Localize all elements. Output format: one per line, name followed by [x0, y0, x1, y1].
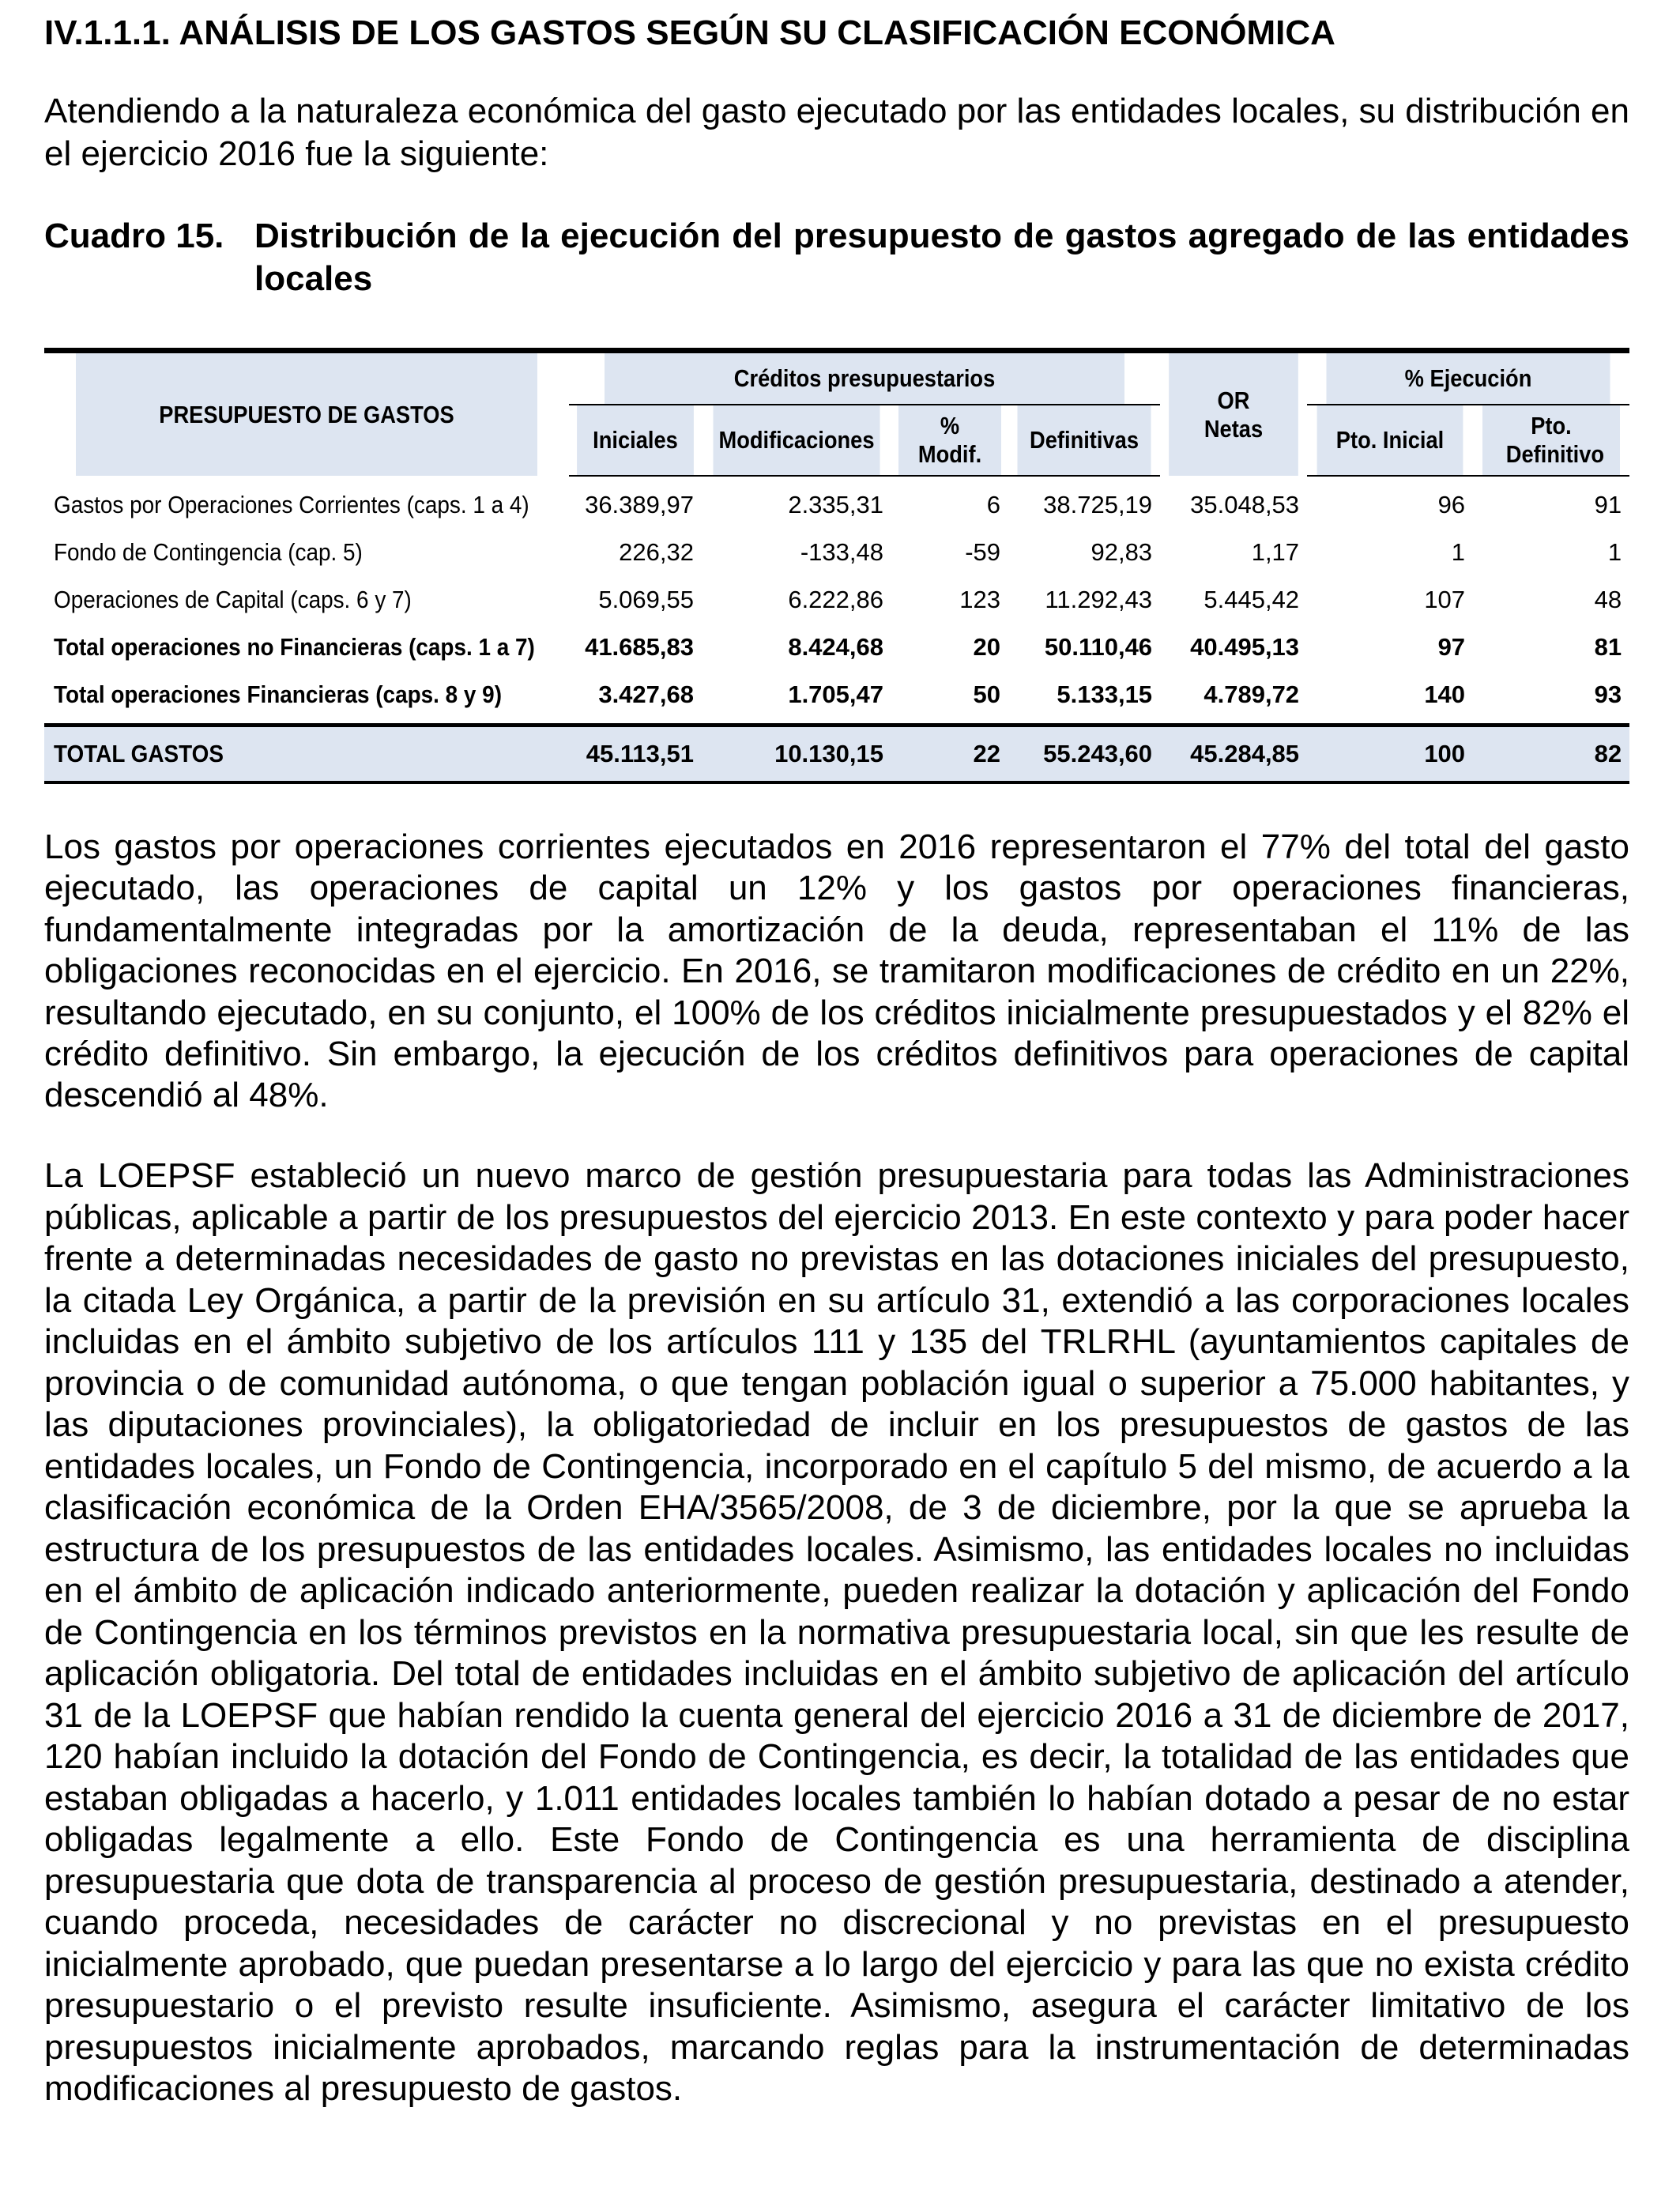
- cell-pct-modif: 123: [959, 586, 1000, 613]
- cell-or-netas: 35.048,53: [1190, 490, 1300, 518]
- cell-pto-definitivo: 91: [1594, 491, 1622, 518]
- budget-table: [44, 348, 1629, 784]
- cell-definitivas: 5.133,15: [1057, 680, 1153, 708]
- cell-pct-modif: 20: [973, 633, 1000, 661]
- cell-iniciales: 5.069,55: [598, 586, 694, 613]
- cell-pto-definitivo: 93: [1594, 680, 1622, 708]
- total-modificaciones: 10.130,15: [702, 726, 891, 783]
- cell-definitivas: 50.110,46: [1044, 633, 1153, 661]
- cell-or-netas: 40.495,13: [1190, 633, 1300, 661]
- cell-definitivas: 92,83: [1090, 538, 1153, 566]
- cell-or-netas: 5.445,42: [1203, 586, 1300, 613]
- row-label: Total operaciones Financieras (caps. 8 y 9): [54, 680, 502, 708]
- total-pto-definitivo: 82: [1473, 726, 1629, 783]
- header-pto-definitivo: Pto. Definitivo: [1482, 405, 1620, 476]
- cell-iniciales: 36.389,97: [585, 491, 694, 518]
- table-row: [44, 476, 1629, 529]
- cell-or-netas: 1,17: [1251, 538, 1300, 566]
- table-row: [44, 529, 1629, 576]
- caption-text: Distribución de la ejecución del presupuesto de gastos agregado de las entidades locales: [254, 217, 1629, 298]
- cell-modificaciones: 2.335,31: [788, 491, 883, 518]
- cell-modificaciones: 8.424,68: [788, 633, 883, 661]
- cell-or-netas: 4.789,72: [1203, 680, 1300, 708]
- header-pct-modif: % Modif.: [898, 405, 1001, 476]
- total-or-netas: 45.284,85: [1160, 726, 1307, 783]
- cell-pct-modif: -59: [965, 538, 1000, 566]
- cell-pto-inicial: 97: [1437, 633, 1466, 661]
- cell-pto-inicial: 1: [1451, 538, 1466, 566]
- caption-label: Cuadro 15.: [44, 217, 224, 255]
- cell-modificaciones: 1.705,47: [788, 680, 883, 708]
- cell-modificaciones: -133,48: [800, 538, 883, 566]
- cell-pto-definitivo: 48: [1594, 586, 1622, 613]
- total-label: TOTAL GASTOS: [54, 740, 224, 767]
- row-label: Operaciones de Capital (caps. 6 y 7): [54, 586, 412, 613]
- cell-pto-inicial: 107: [1424, 586, 1466, 613]
- intro-paragraph: Atendiendo a la naturaleza económica del gasto ejecutado por las entidades locales, su distribución en el ejercicio 2016 fue la siguiente:: [44, 92, 1629, 173]
- cell-modificaciones: 6.222,86: [788, 586, 883, 613]
- header-presupuesto: PRESUPUESTO DE GASTOS: [76, 351, 537, 477]
- row-label: Gastos por Operaciones Corrientes (caps. 1 a 4): [54, 490, 529, 518]
- cell-pto-inicial: 140: [1424, 680, 1466, 708]
- body-paragraph-1: Los gastos por operaciones corrientes ejecutados en 2016 representaron el 77% del total del gasto ejecutado, las operaciones de capital un 12% y los gastos por operaciones financieras, fundamentalmente integradas por la amortización de la deuda, representaban el 11% de las obligaciones reconocidas en el ejercicio. En 2016, se tramitaron modificaciones de crédito en un 22%, resultando ejecutado, en su conjunto, el 100% de los créditos inicialmente presupuestados y el 82% el crédito definitivo. Sin embargo, la ejecución de los créditos definitivos para operaciones de capital descendió al 48%.: [44, 827, 1629, 1115]
- total-iniciales: 45.113,51: [569, 726, 702, 783]
- header-definitivas: Definitivas: [1018, 405, 1151, 476]
- header-iniciales: Iniciales: [577, 405, 694, 476]
- row-label: Fondo de Contingencia (cap. 5): [54, 538, 363, 566]
- header-creditos-group: Créditos presupuestarios: [605, 351, 1124, 405]
- table-row: [44, 671, 1629, 726]
- cell-iniciales: 3.427,68: [598, 680, 694, 708]
- header-modificaciones: Modificaciones: [713, 405, 880, 476]
- cell-iniciales: 226,32: [619, 538, 694, 566]
- total-row: [44, 726, 1629, 783]
- table-row: [44, 576, 1629, 624]
- cell-pct-modif: 50: [973, 680, 1000, 708]
- total-definitivas: 55.243,60: [1008, 726, 1160, 783]
- cell-definitivas: 38.725,19: [1043, 491, 1153, 518]
- total-pto-inicial: 100: [1307, 726, 1473, 783]
- cell-pto-definitivo: 1: [1607, 538, 1622, 566]
- header-ejecucion-group: % Ejecución: [1327, 351, 1610, 405]
- cell-definitivas: 11.292,43: [1045, 586, 1153, 613]
- cell-iniciales: 41.685,83: [585, 633, 694, 661]
- cell-pto-inicial: 96: [1437, 491, 1466, 518]
- cell-pct-modif: 6: [986, 491, 1000, 518]
- header-pto-inicial: Pto. Inicial: [1317, 405, 1463, 476]
- body-paragraph-2: La LOEPSF estableció un nuevo marco de gestión presupuestaria para todas las Administraciones públicas, aplicable a partir de los presupuestos del ejercicio 2013. En este contexto y para poder hacer frente a determinadas necesidades de gasto no previstas en las dotaciones iniciales del presupuesto, la citada Ley Orgánica, a partir de la previsión en su artículo 31, extendió a las corporaciones locales incluidas en el ámbito subjetivo de los artículos 111 y 135 del TRLRHL (ayuntamientos capitales de provincia o de comunidad autónoma, o que tengan población igual o superior a 75.000 habitantes, y las diputaciones provinciales), la obligatoriedad de incluir en los presupuestos de gastos de las entidades locales, un Fondo de Contingencia, incorporado en el capítulo 5 del mismo, de acuerdo a la clasificación económica de la Orden EHA/3565/2008, de 3 de diciembre, por la que se aprueba la estructura de los presupuestos de las entidades locales. Asimismo, las entidades locales no incluidas en el ámbito de aplicación indicado anteriormente, pueden realizar la dotación y aplicación del Fondo de Contingencia en los términos previstos en la normativa presupuestaria local, sin que les resulte de aplicación obligatoria. Del total de entidades incluidas en el ámbito subjetivo de aplicación del artículo 31 de la LOEPSF que habían rendido la cuenta general del ejercicio 2016 a 31 de diciembre de 2017, 120 habían incluido la dotación del Fondo de Contingencia, es decir, la totalidad de las entidades que estaban obligadas a hacerlo, y 1.011 entidades locales también lo habían dotado a pesar de no estar obligadas legalmente a ello. Este Fondo de Contingencia es una herramienta de disciplina presupuestaria que dota de transparencia al proceso de gestión presupuestaria, destinado a atender, cuando proceda, necesidades de carácter no discrecional y no previstas en el presupuesto inicialmente aprobado, que puedan presentarse a lo largo del ejercicio y para las que no exista crédito presupuestario o el previsto resulte insuficiente. Asimismo, asegura el carácter limitativo de los presupuestos inicialmente aprobados, marcando reglas para la instrumentación de determinadas modificaciones al presupuesto de gastos.: [44, 1156, 1629, 2108]
- row-label: Total operaciones no Financieras (caps. 1 a 7): [54, 633, 535, 661]
- cell-pto-definitivo: 81: [1594, 633, 1622, 661]
- section-title: IV.1.1.1. ANÁLISIS DE LOS GASTOS SEGÚN SU CLASIFICACIÓN ECONÓMICA: [44, 13, 1335, 52]
- table-row: [44, 624, 1629, 671]
- total-pct-modif: 22: [891, 726, 1008, 783]
- header-or-netas: OR Netas: [1169, 351, 1298, 477]
